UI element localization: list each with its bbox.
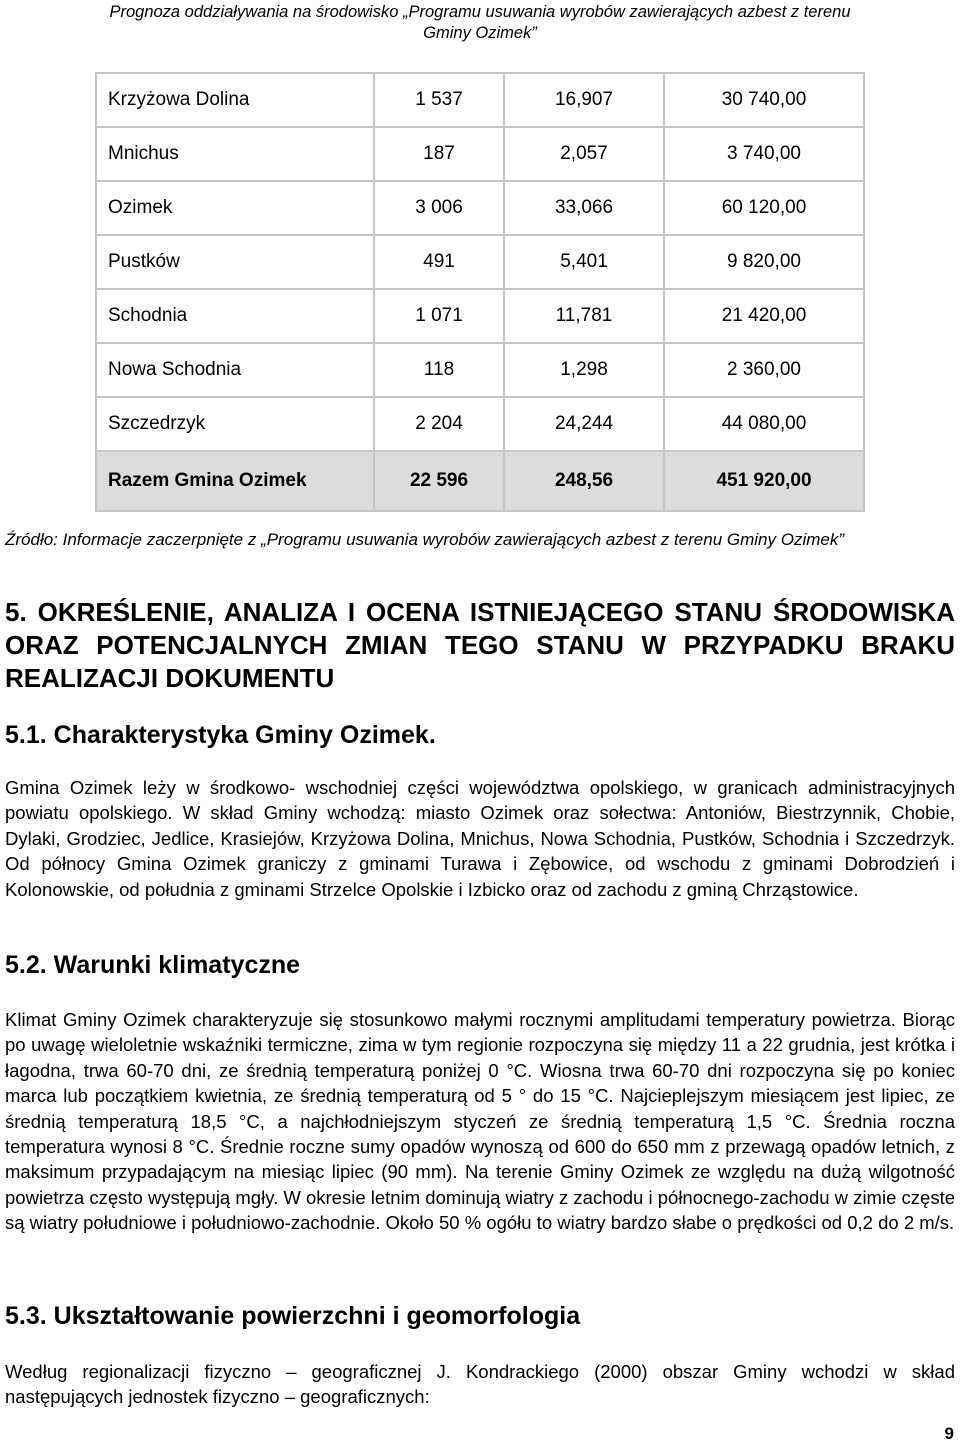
cell-name: Ozimek (96, 181, 374, 235)
table-row (96, 397, 864, 451)
cell-population: 187 (374, 127, 504, 181)
cell-cost: 9 820,00 (664, 235, 864, 289)
asbestos-table (95, 72, 865, 512)
section-5-3-text: Według regionalizacji fizyczno – geograficznej J. Kondrackiego (2000) obszar Gminy wchodzi w skład następujących jednostek fizyczno – geograficznych: (5, 1361, 955, 1408)
cell-population: 491 (374, 235, 504, 289)
header-line-1: Prognoza oddziaływania na środowisko „Programu usuwania wyrobów zawierających azbest z terenu (109, 3, 851, 21)
total-mass: 248,56 (504, 451, 664, 511)
cell-population: 2 204 (374, 397, 504, 451)
cell-cost: 21 420,00 (664, 289, 864, 343)
table-row (96, 289, 864, 343)
section-5-2-heading: 5.2. Warunki klimatyczne (5, 951, 301, 979)
page-header (0, 2, 960, 44)
total-name: Razem Gmina Ozimek (96, 451, 374, 511)
section-5-3-heading: 5.3. Ukształtowanie powierzchni i geomorfologia (5, 1302, 581, 1330)
cell-cost: 60 120,00 (664, 181, 864, 235)
cell-name: Schodnia (96, 289, 374, 343)
cell-mass: 16,907 (504, 73, 664, 127)
cell-name: Krzyżowa Dolina (96, 73, 374, 127)
table-total-row (96, 451, 864, 511)
section-5-1-text: Gmina Ozimek leży w środkowo- wschodniej części województwa opolskiego, w granicach administracyjnych powiatu opolskiego. W skład Gminy wchodzą: miasto Ozimek oraz sołectwa: Antoniów, Biestrzynnik, Chobie, Dylaki, Grodziec, Jedlice, Krasiejów, Krzyżowa Dolina, Mnichus, Nowa Schodnia, Pustków, Schodnia i Szczedrzyk. Od północy Gmina Ozimek graniczy z gminami Turawa i Zębowice, od wschodu z gminami Dobrodzień i Kolonowskie, od południa z gminami Strzelce Opolskie i Izbicko oraz od zachodu z gminą Chrząstowice. (5, 777, 955, 900)
total-population: 22 596 (374, 451, 504, 511)
cell-name: Nowa Schodnia (96, 343, 374, 397)
page-number: 9 (944, 1424, 954, 1443)
cell-name: Szczedrzyk (96, 397, 374, 451)
cell-mass: 2,057 (504, 127, 664, 181)
header-line-2: Gminy Ozimek” (423, 24, 537, 42)
cell-name: Pustków (96, 235, 374, 289)
table-row (96, 73, 864, 127)
table-source-note: Źródło: Informacje zaczerpnięte z „Programu usuwania wyrobów zawierających azbest z terenu Gminy Ozimek” (5, 530, 844, 549)
section-5-2-text: Klimat Gminy Ozimek charakteryzuje się stosunkowo małymi rocznymi amplitudami temperatury powietrza. Biorąc po uwagę wieloletnie wskaźniki termiczne, zima w tym regionie rozpoczyna się między 11 a 22 grudnia, jest krótka i łagodna, trwa 60-70 dni, ze średnią temperaturą poniżej 0 °C. Wiosna trwa 60-70 dni rozpoczyna się po koniec marca lub początkiem kwietnia, ze średnią temperaturą od 5 ° do 15 °C. Najcieplejszym miesiącem jest lipiec, ze średnią temperaturą 18,5 °C, a najchłodniejszym styczeń ze średnią temperaturą 1,5 °C. Średnia roczna temperatura wynosi 8 °C. Średnie roczne sumy opadów wynoszą od 600 do 650 mm z przewagą opadów letnich, z maksimum przypadającym na miesiąc lipiec (90 mm). Na terenie Gminy Ozimek ze względu na dużą wilgotność powietrza często występują mgły. W okresie letnim dominują wiatry z zachodu i północnego-zachodu w zimie częste są wiatry południowe i południowo-zachodnie. Około 50 % ogółu to wiatry bardzo słabe o prędkości od 0,2 do 2 m/s. (5, 1009, 955, 1234)
table-row (96, 343, 864, 397)
cell-population: 1 071 (374, 289, 504, 343)
cell-mass: 33,066 (504, 181, 664, 235)
cell-population: 118 (374, 343, 504, 397)
cell-cost: 30 740,00 (664, 73, 864, 127)
cell-population: 1 537 (374, 73, 504, 127)
cell-name: Mnichus (96, 127, 374, 181)
cell-mass: 5,401 (504, 235, 664, 289)
total-cost: 451 920,00 (664, 451, 864, 511)
section-5-1-heading: 5.1. Charakterystyka Gminy Ozimek. (5, 721, 436, 749)
cell-cost: 3 740,00 (664, 127, 864, 181)
table-row (96, 127, 864, 181)
cell-population: 3 006 (374, 181, 504, 235)
section-5-heading: 5. OKREŚLENIE, ANALIZA I OCENA ISTNIEJĄCEGO STANU ŚRODOWISKA ORAZ POTENCJALNYCH ZMIAN TEGO STANU W PRZYPADKU BRAKU REALIZACJI DOKUMENTU (5, 597, 955, 693)
table-row (96, 181, 864, 235)
cell-mass: 1,298 (504, 343, 664, 397)
cell-mass: 11,781 (504, 289, 664, 343)
cell-mass: 24,244 (504, 397, 664, 451)
table-row (96, 235, 864, 289)
cell-cost: 44 080,00 (664, 397, 864, 451)
cell-cost: 2 360,00 (664, 343, 864, 397)
